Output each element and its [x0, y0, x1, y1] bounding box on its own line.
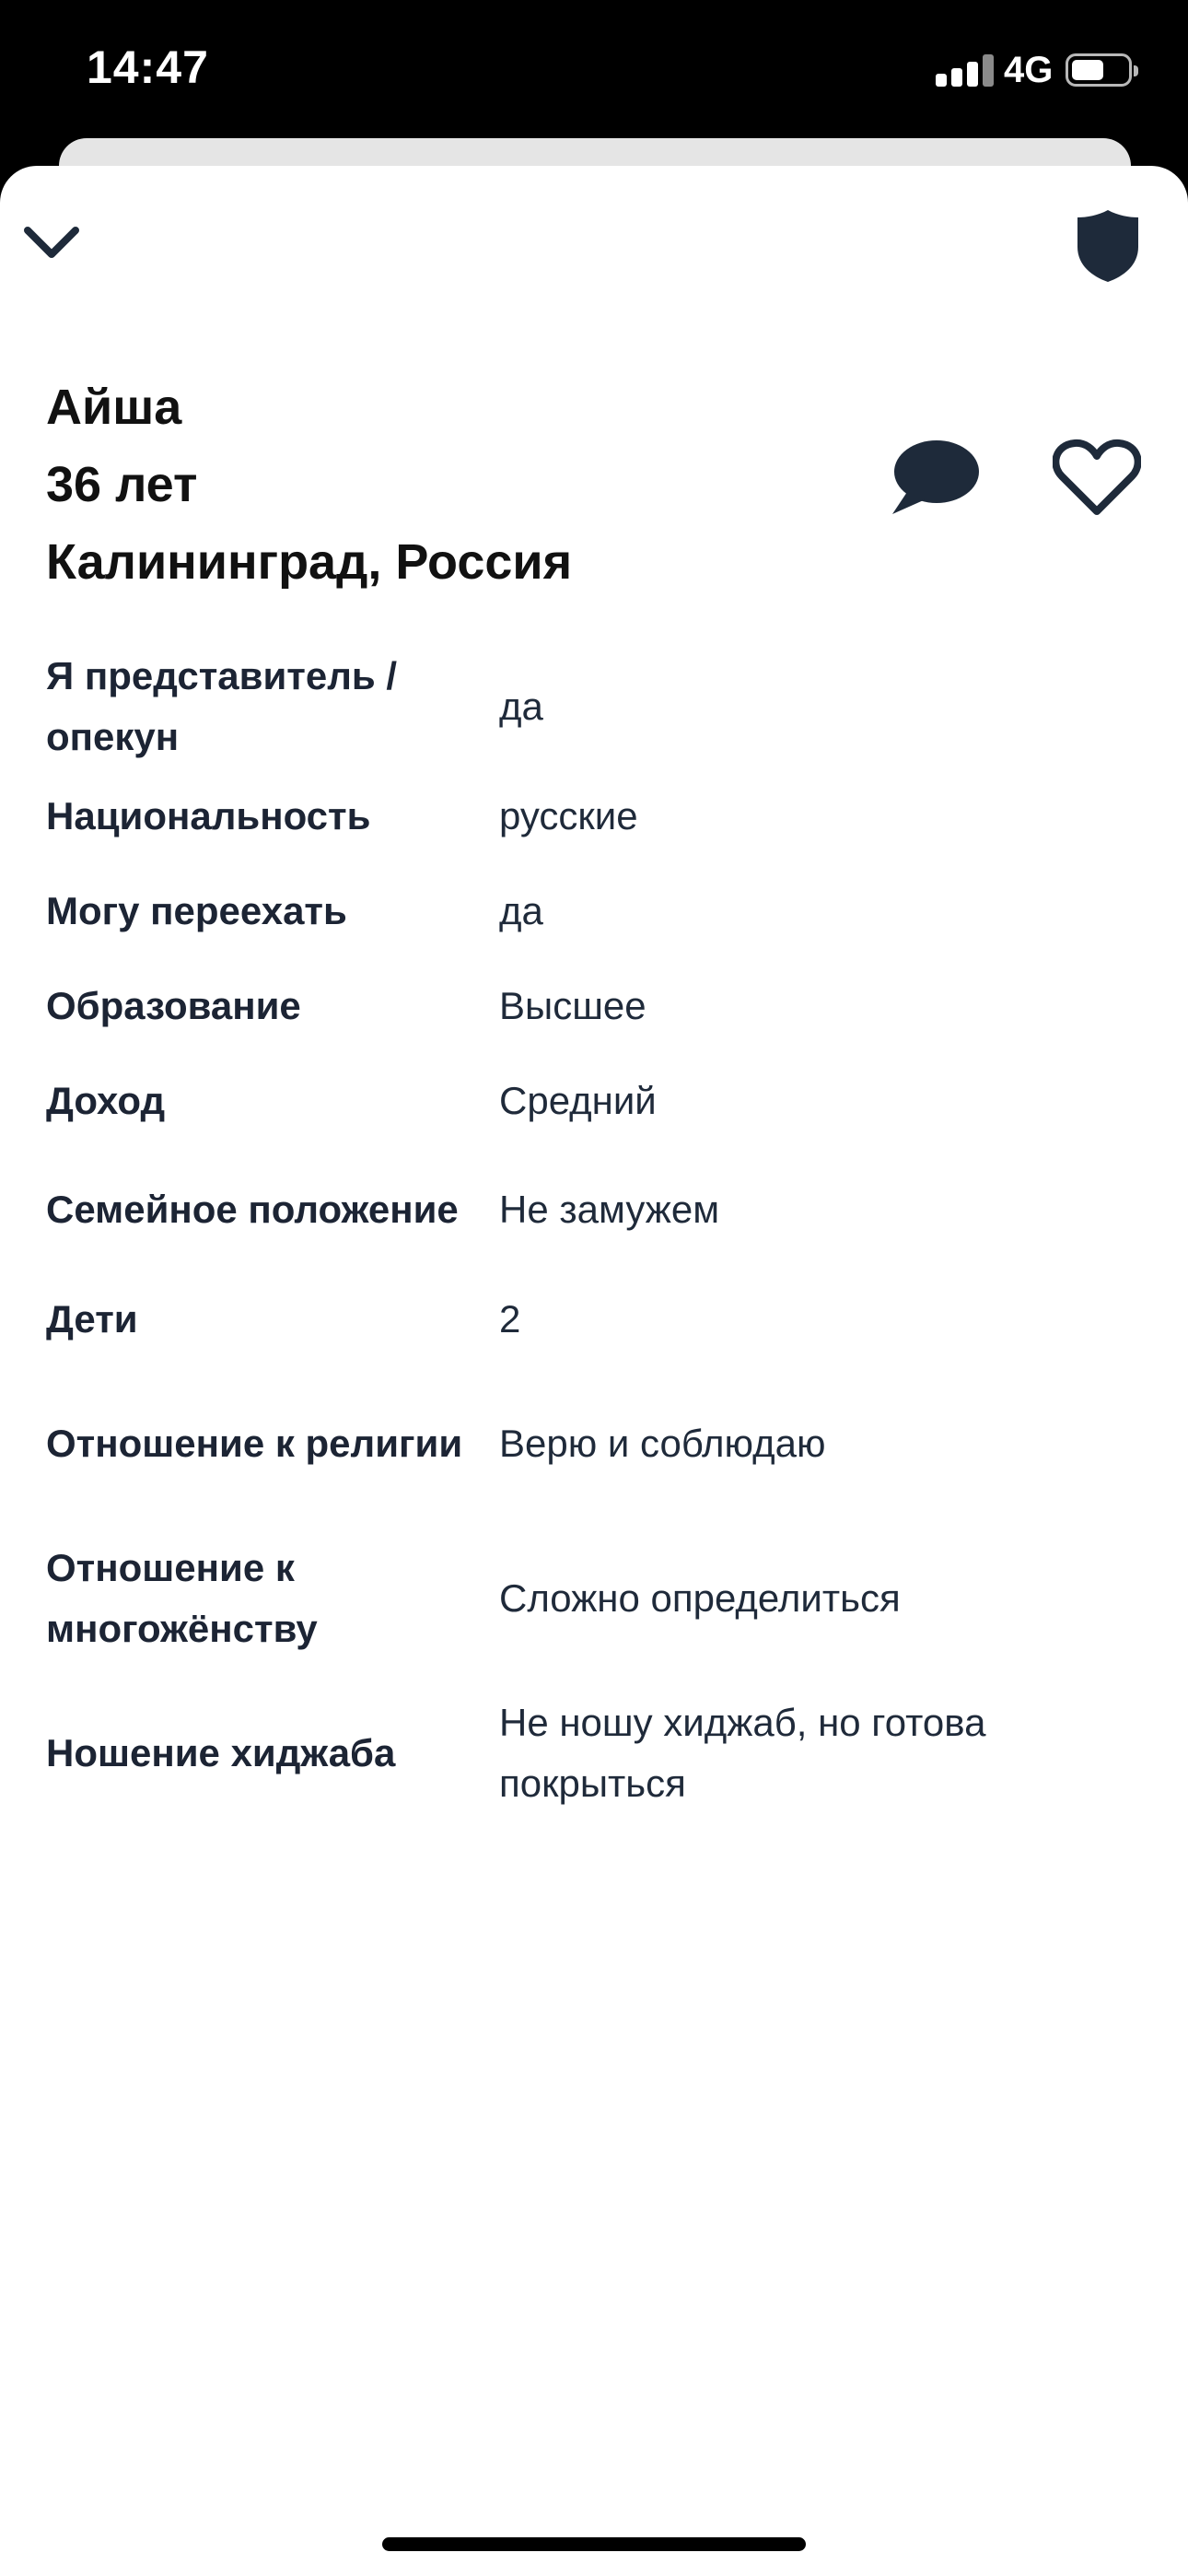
detail-label: Доход: [46, 1078, 166, 1122]
detail-value: да: [499, 888, 543, 932]
detail-row-nationality: [46, 768, 1151, 863]
detail-value: 2: [499, 1296, 521, 1341]
chat-bubble-icon: [889, 437, 981, 518]
detail-label: Семейное положение: [46, 1188, 459, 1231]
detail-value: да: [499, 685, 543, 728]
profile-sheet: [0, 166, 1188, 2576]
detail-row-representative: [46, 645, 1151, 768]
like-button[interactable]: [1046, 431, 1147, 523]
detail-value: русские: [499, 793, 638, 837]
chat-button[interactable]: [884, 433, 985, 521]
detail-label: Дети: [46, 1296, 138, 1341]
chevron-down-icon: [22, 225, 81, 262]
status-bar: [0, 0, 1188, 147]
collapse-button[interactable]: [18, 210, 85, 276]
battery-icon: [1066, 53, 1132, 87]
detail-row-relocation: [46, 863, 1151, 958]
detail-row-hijab: [46, 1676, 1151, 1831]
detail-value: Средний: [499, 1078, 657, 1122]
detail-row-income: [46, 1053, 1151, 1148]
detail-value: Не замужем: [499, 1188, 720, 1231]
detail-row-children: [46, 1271, 1151, 1366]
status-time: 14:47: [87, 41, 209, 93]
details-list: [46, 645, 1151, 1831]
detail-row-marital-status: [46, 1148, 1151, 1271]
profile-name: Айша: [46, 380, 182, 435]
detail-label: Я представитель / опекун: [46, 654, 398, 758]
detail-row-religion: [46, 1366, 1151, 1521]
heart-icon: [1053, 438, 1141, 517]
home-indicator: [382, 2537, 806, 2551]
detail-value: Не ношу хиджаб, но готова покрыться: [499, 1701, 986, 1805]
detail-row-polygamy: [46, 1521, 1151, 1676]
network-type: 4G: [1004, 50, 1054, 90]
shield-icon: [1076, 208, 1140, 284]
detail-value: Высшее: [499, 983, 646, 1027]
profile-header: [46, 369, 572, 601]
profile-age: 36 лет: [46, 457, 198, 512]
signal-icon: [936, 53, 995, 87]
detail-label: Отношение к многожёнству: [46, 1546, 318, 1650]
detail-label: Образование: [46, 983, 301, 1027]
detail-row-education: [46, 958, 1151, 1053]
report-button[interactable]: [1068, 205, 1147, 287]
detail-label: Могу переехать: [46, 888, 347, 932]
profile-location: Калининград, Россия: [46, 534, 573, 590]
detail-value: Сложно определиться: [499, 1576, 901, 1620]
detail-label: Национальность: [46, 793, 371, 837]
detail-label: Отношение к религии: [46, 1422, 463, 1465]
detail-label: Ношение хиджаба: [46, 1731, 396, 1774]
detail-value: Верю и соблюдаю: [499, 1422, 826, 1465]
